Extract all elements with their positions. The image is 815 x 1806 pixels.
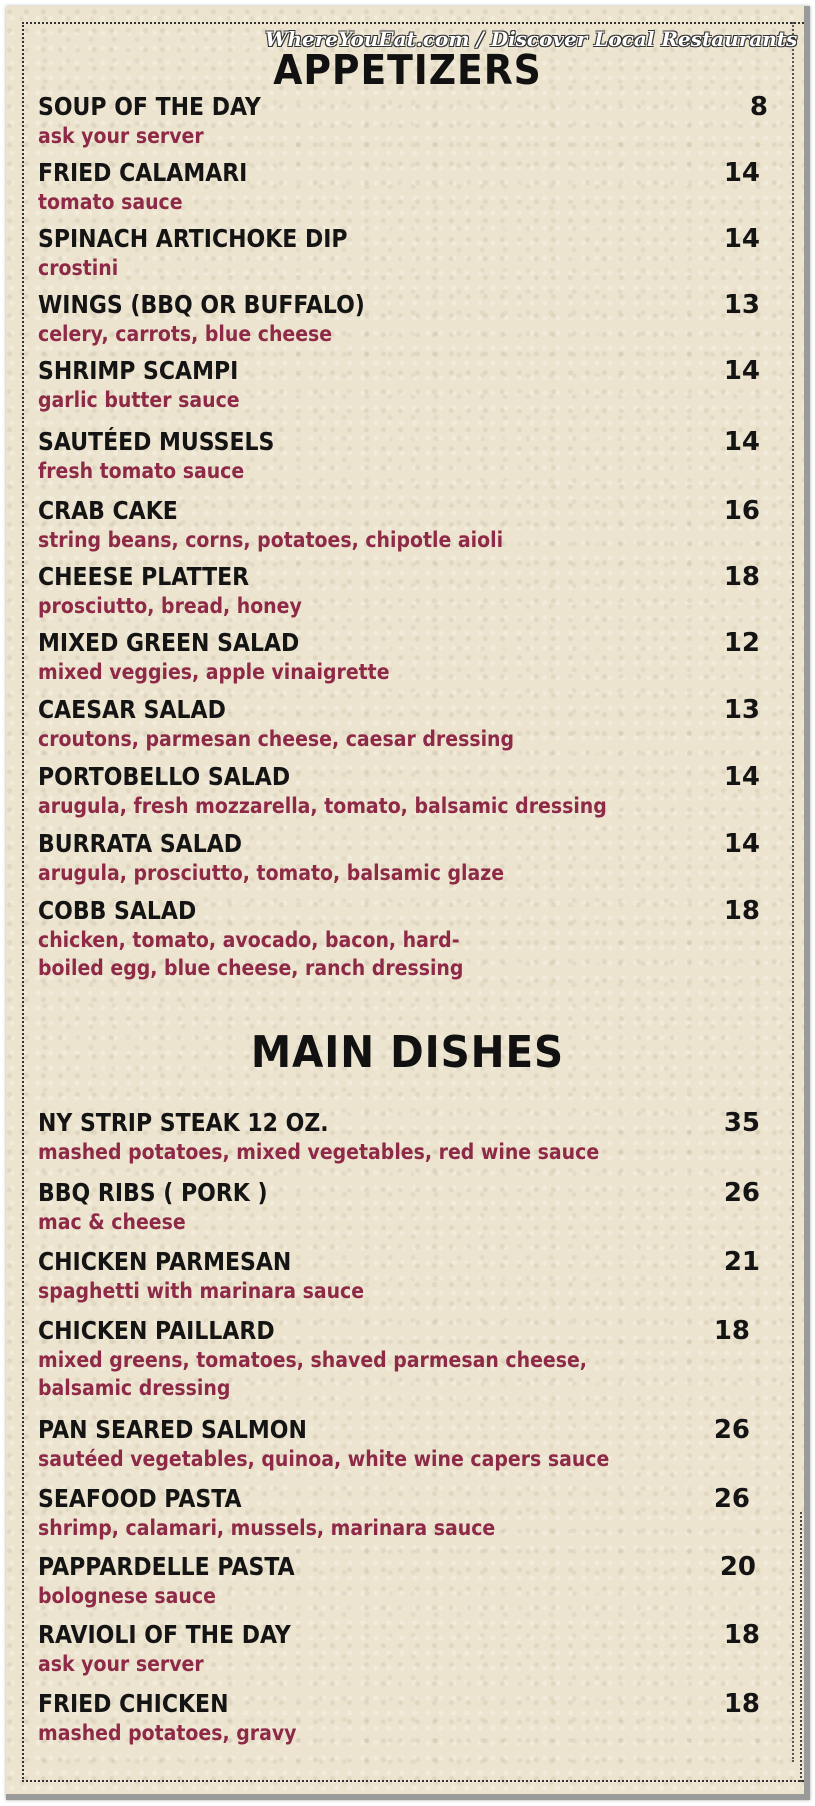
menu-item-price: 13 — [723, 695, 760, 725]
menu-item-name: CRAB CAKE — [38, 496, 178, 525]
menu-item-description: shrimp, calamari, mussels, marinara sauce — [38, 1516, 496, 1540]
menu-item — [38, 427, 758, 485]
menu-item-name: FRIED CALAMARI — [38, 158, 248, 187]
menu-item-price: 21 — [723, 1247, 760, 1277]
dotted-border-right — [792, 22, 794, 1762]
menu-item-description: garlic butter sauce — [38, 388, 240, 412]
menu-item-description: bolognese sauce — [38, 1584, 216, 1608]
site-watermark: WhereYouEat.com / Discover Local Restaurants — [265, 27, 798, 51]
menu-item-name: PAPPARDELLE PASTA — [38, 1552, 295, 1581]
menu-item — [38, 1689, 758, 1747]
menu-item-price: 12 — [723, 628, 760, 658]
menu-item — [38, 762, 758, 820]
menu-item-name: WINGS (BBQ OR BUFFALO) — [38, 290, 365, 319]
menu-item-description: mashed potatoes, gravy — [38, 1721, 297, 1745]
menu-item-price: 13 — [723, 290, 760, 320]
menu-item — [38, 695, 758, 753]
menu-item-description: fresh tomato sauce — [38, 459, 245, 483]
menu-item-name: BURRATA SALAD — [38, 829, 242, 858]
menu-item — [38, 1620, 758, 1678]
menu-item-name: PAN SEARED SALMON — [38, 1415, 307, 1444]
menu-item-description: mixed veggies, apple vinaigrette — [38, 660, 390, 684]
menu-item — [38, 356, 758, 414]
menu-item — [38, 896, 758, 982]
menu-item — [38, 92, 758, 150]
menu-item-name: PORTOBELLO SALAD — [38, 762, 291, 791]
menu-item-name: SEAFOOD PASTA — [38, 1484, 242, 1513]
menu-item — [38, 1484, 758, 1542]
menu-item — [38, 496, 758, 554]
menu-item-name: BBQ RIBS ( PORK ) — [38, 1178, 268, 1207]
menu-item-price: 14 — [723, 356, 760, 386]
menu-item-description: sautéed vegetables, quinoa, white wine capers sauce — [38, 1447, 610, 1471]
menu-item-price: 35 — [723, 1108, 760, 1138]
menu-item-description: prosciutto, bread, honey — [38, 594, 302, 618]
menu-item — [38, 290, 758, 348]
menu-item-price: 26 — [723, 1178, 760, 1208]
menu-item-price: 18 — [723, 1689, 760, 1719]
menu-item — [38, 1108, 758, 1166]
menu-item — [38, 1178, 758, 1236]
menu-item-name: SPINACH ARTICHOKE DIP — [38, 224, 348, 253]
section-title-main-dishes: MAIN DISHES — [250, 1027, 565, 1078]
menu-item-description: ask your server — [38, 1652, 204, 1676]
menu-item-name: CHICKEN PARMESAN — [38, 1247, 292, 1276]
menu-item-price: 18 — [723, 896, 760, 926]
menu-item — [38, 1552, 758, 1610]
menu-item-name: COBB SALAD — [38, 896, 197, 925]
menu-item-name: CHEESE PLATTER — [38, 562, 250, 591]
menu-item-name: RAVIOLI OF THE DAY — [38, 1620, 291, 1649]
menu-item-name: SOUP OF THE DAY — [38, 92, 261, 121]
menu-item-price: 14 — [723, 829, 760, 859]
menu-item-price: 14 — [723, 427, 760, 457]
menu-item-description: chicken, tomato, avocado, bacon, hard-boiled egg, blue cheese, ranch dressing — [38, 928, 464, 980]
menu-item-price: 8 — [749, 92, 768, 122]
menu-item — [38, 1316, 758, 1402]
menu-item-description: croutons, parmesan cheese, caesar dressing — [38, 727, 515, 751]
menu-item-description: string beans, corns, potatoes, chipotle aioli — [38, 528, 504, 552]
menu-item — [38, 1415, 758, 1473]
menu-item-price: 18 — [713, 1316, 750, 1346]
menu-item-description: arugula, prosciutto, tomato, balsamic glaze — [38, 861, 505, 885]
menu-item — [38, 158, 758, 216]
menu-item — [38, 829, 758, 887]
menu-item — [38, 628, 758, 686]
menu-item-description: ask your server — [38, 124, 204, 148]
menu-item-price: 14 — [723, 762, 760, 792]
section-title-appetizers: APPETIZERS — [273, 46, 542, 94]
menu-item-name: SHRIMP SCAMPI — [38, 356, 239, 385]
menu-item-price: 20 — [719, 1552, 756, 1582]
menu-item-name: CHICKEN PAILLARD — [38, 1316, 275, 1345]
menu-item-price: 16 — [723, 496, 760, 526]
menu-item-name: MIXED GREEN SALAD — [38, 628, 300, 657]
menu-item-price: 14 — [723, 224, 760, 254]
menu-item-description: tomato sauce — [38, 190, 183, 214]
menu-item-price: 26 — [713, 1415, 750, 1445]
menu-item-name: NY STRIP STEAK 12 OZ. — [38, 1108, 329, 1137]
menu-item-description: celery, carrots, blue cheese — [38, 322, 333, 346]
menu-item-price: 26 — [713, 1484, 750, 1514]
menu-item-description: mixed greens, tomatoes, shaved parmesan cheese, balsamic dressing — [38, 1348, 587, 1400]
menu-item-description: spaghetti with marinara sauce — [38, 1279, 365, 1303]
dotted-border-corner — [800, 1512, 802, 1782]
menu-item-name: FRIED CHICKEN — [38, 1689, 229, 1718]
menu-item-price: 14 — [723, 158, 760, 188]
menu-item-description: mashed potatoes, mixed vegetables, red wine sauce — [38, 1140, 600, 1164]
menu-item-description: crostini — [38, 256, 119, 280]
menu-item — [38, 562, 758, 620]
menu-item-name: CAESAR SALAD — [38, 695, 226, 724]
menu-item — [38, 1247, 758, 1305]
menu-item-description: arugula, fresh mozzarella, tomato, balsamic dressing — [38, 794, 607, 818]
menu-item-price: 18 — [723, 562, 760, 592]
menu-item — [38, 224, 758, 282]
menu-item-name: SAUTÉED MUSSELS — [38, 427, 275, 456]
menu-item-description: mac & cheese — [38, 1210, 186, 1234]
menu-item-price: 18 — [723, 1620, 760, 1650]
